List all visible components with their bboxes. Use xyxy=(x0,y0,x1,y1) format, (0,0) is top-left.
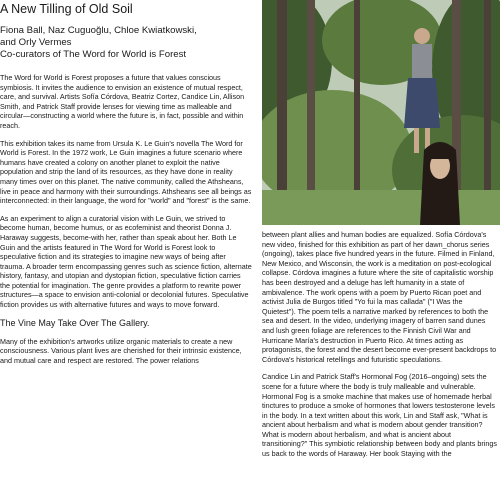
body-paragraph: As an experiment to align a curatorial vision with Le Guin, we strived to become human, become humus, or as ecofeminist and theorist Donna J. Haraway suggests, become-with her, rather than speak about her. Both Le Guin and the artists featured in The Word for World is Forest look to speculative fiction and its strategies to imagine new ways of being after trauma. A broader term encompassing genres such as science fiction, alternate history, fantasy, and utopian and dystopian fiction, speculative fiction carries the potential for imagination. The genre provides a platform to rewrite power structures—a space to envision anti-colonial or decolonial futures. Speculative fiction provides us with alternative futures and ways to move forward. xyxy=(0,213,252,310)
section-heading: The Vine May Take Over The Gallery. xyxy=(0,317,150,328)
author-block xyxy=(0,25,252,61)
body-paragraph: This exhibition takes its name from Ursula K. Le Guin's novella The Word for World is Forest. In the 1972 work, Le Guin imagines a future scenario where humans have created a colony on another planet to exploit the native population and strip the land of its resources, as they have done in reality many times over on this planet. The native community, called the Athsheans, live in peace and harmony with their surroundings. Athsheans see all beings as interconnected: in their language, the word for "world" and "forest" is the same. xyxy=(0,138,252,206)
author-line: Co-curators of The Word for World is Forest xyxy=(0,49,187,60)
forest-photo xyxy=(262,0,500,225)
author-line: Fiona Ball, Naz Cuguoğlu, Chloe Kwiatkowski, xyxy=(0,25,197,36)
forest-photo-illustration xyxy=(262,0,500,225)
body-paragraph: between plant allies and human bodies are equalized. Sofía Córdova's new video, finished for this exhibition as part of her dawn_chorus series (ongoing), takes place five hundred years in the future. Filmed in Finland, New Mexico, and Wisconsin, the work is a meditation on post-ecological collapse. Córdova imagines a future where the site of capitalistic worship has been destroyed and a deluge has left humanity in a state of ambivalence. The work opens with a poem by Puerto Rican poet and activist Julia de Burgos titled "Yo fui la mas callada" ("I Was the Quietest"). The poem tells a narrative marked by references to both the sea and desert. In the video, underlying imagery of barren sand dunes and lush green foliage are references to the Finnish Civil War and Hurricane María's destruction in Puerto Rico. At times acting as protagonists, the forest and the desert become ever-present backdrops to Córdova's historical retellings and futuristic speculations. xyxy=(262,230,497,364)
left-column xyxy=(0,0,252,373)
body-paragraph: Many of the exhibition's artworks utilize organic materials to create a new consciousness. Various plant lives are cherished for their intrinsic existence, and mutual care and respect are restored. The power relations xyxy=(0,336,242,365)
body-paragraph: Candice Lin and Patrick Staff's Hormonal Fog (2016–ongoing) sets the scene for a future where the body is truly malleable and vulnerable. Hormonal Fog is a smoke machine that makes use of homemade herbal tinctures to produce a smoke of hormones that lowers testosterone levels in the body. In a text written about this work, Lin and Staff ask, "What is ancient about herbalism and what is modern about gender transition? What is modern about herbalism, and what is ancient about transitioning?" This symbiotic relationship between body and plants brings us back to the words of Haraway. Her book Staying with the xyxy=(262,372,497,459)
article-title: A New Tilling of Old Soil xyxy=(0,2,133,16)
author-line: and Orly Vermes xyxy=(0,37,72,48)
right-column xyxy=(262,230,498,467)
body-paragraph: The Word for World is Forest proposes a future that values conscious symbiosis. It invites the audience to envision an existence of mutual respect, care, and survival. Artists Sofía Córdova, Beatriz Cortez, Candice Lin, Allison Smith, and Patrick Staff provide lenses for viewing time as malleable and circular—constructing a world where the future is, in fact, possible and within reach. xyxy=(0,73,245,130)
